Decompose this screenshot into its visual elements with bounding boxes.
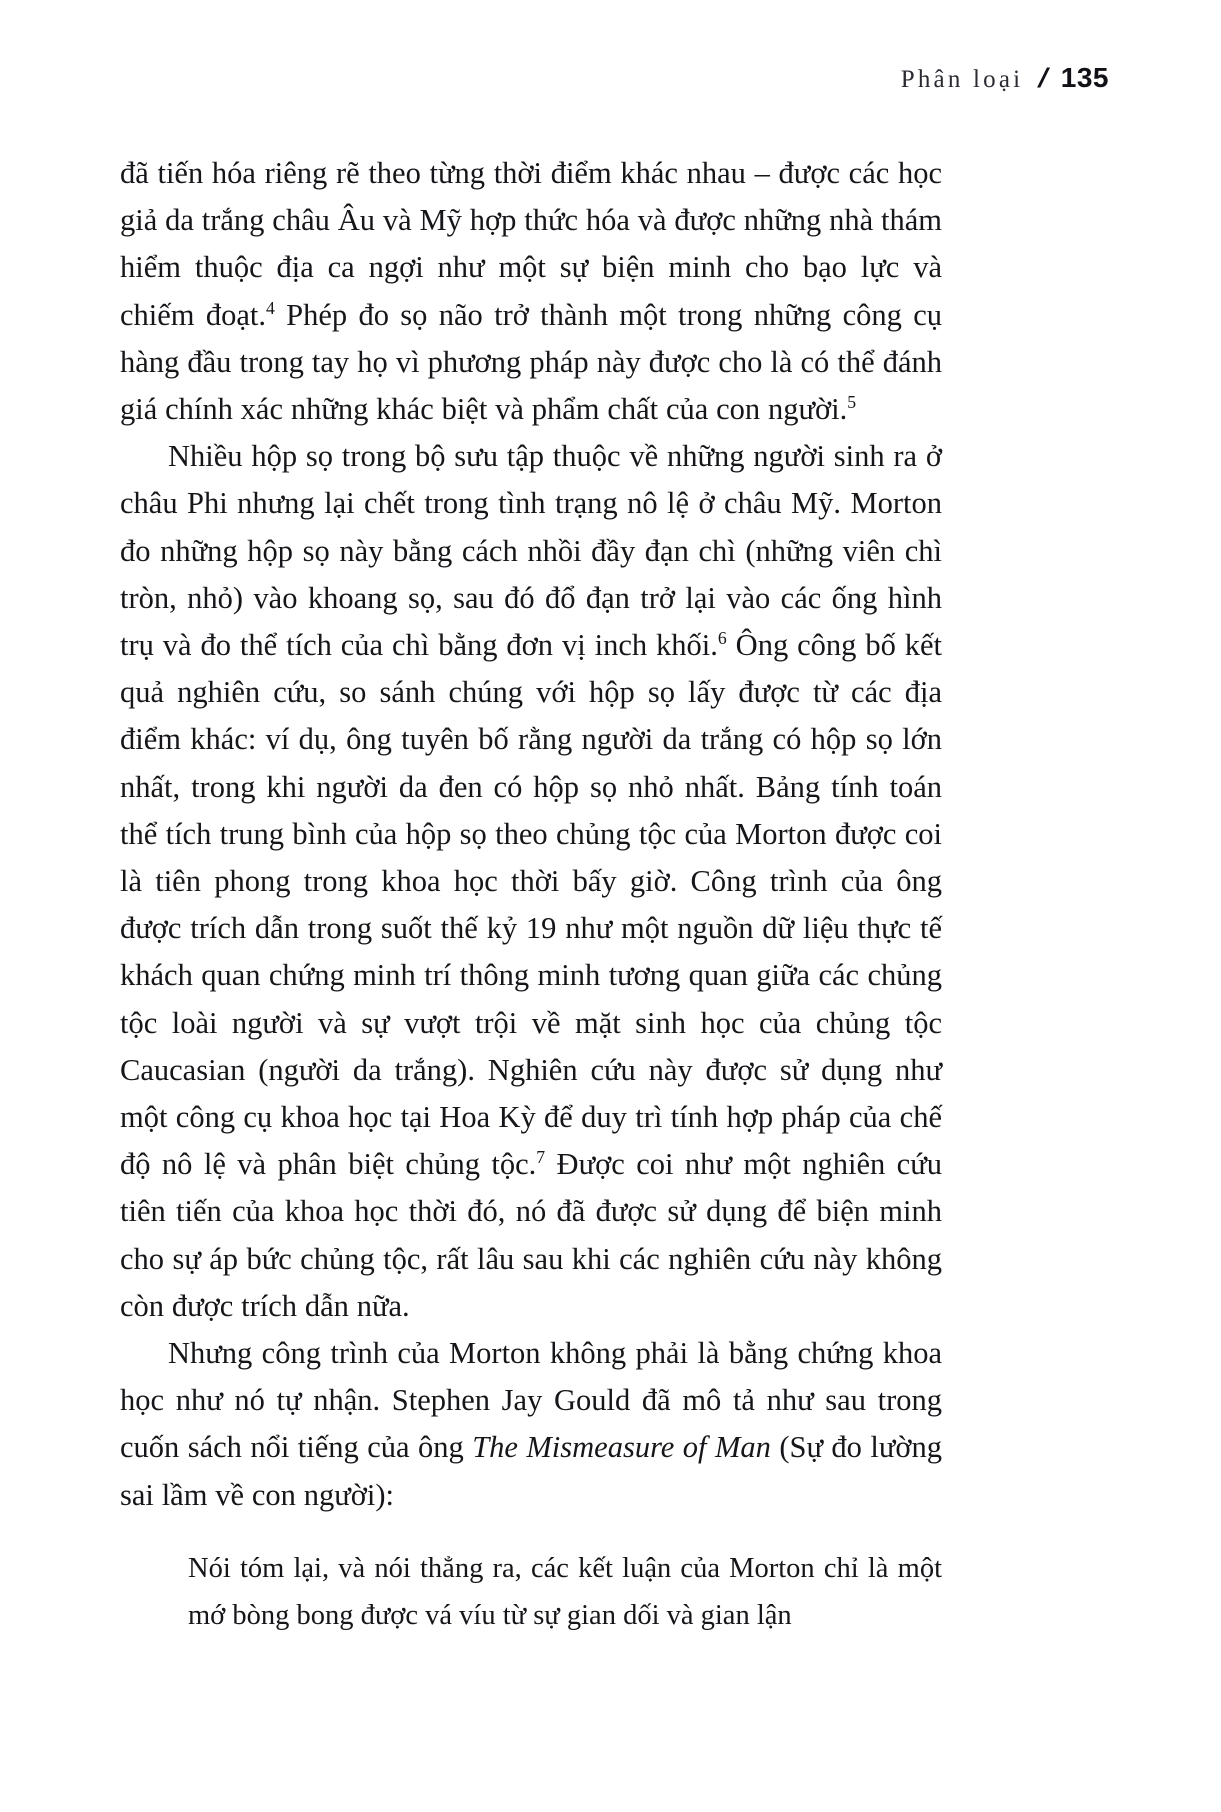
paragraph-gould-intro: Nhưng công trình của Morton không phải là bằng chứng khoa học như nó tự nhận. Stephen Jay Gould đã mô tả như sau trong cuốn sách nổi tiếng của ông The Mismeasure of Man (Sự đo lường sai lầm về con người): <box>120 1336 942 1512</box>
footnote-marker: 5 <box>847 391 857 412</box>
footnote-marker: 6 <box>717 627 727 648</box>
page-number: 135 <box>1060 62 1109 93</box>
book-title-italic: The Mismeasure of Man <box>472 1430 771 1465</box>
paragraph-continued: đã tiến hóa riêng rẽ theo từng thời điểm khác nhau – được các học giả da trắng châu Âu và Mỹ hợp thức hóa và được những nhà thám hiểm thuộc địa ca ngợi như một sự biện minh cho bạo lực và chiếm đoạt.$^4$ Phép đo sọ não trở thành một trong những công cụ hàng đầu trong tay họ vì phương pháp này được cho là có thể đánh giá chính xác những khác biệt và phẩm chất của con người.$^5$ <box>120 156 942 427</box>
quote-spacer <box>120 1519 942 1545</box>
header-chapter-title: Phân loại <box>900 66 1024 93</box>
running-header <box>0 62 1109 94</box>
footnote-marker: 4 <box>265 297 275 318</box>
text-column <box>120 150 942 1639</box>
footnote-marker: 7 <box>536 1147 546 1168</box>
blockquote-gould: Nói tóm lại, và nói thẳng ra, các kết luận của Morton chỉ là một mớ bòng bong được vá víu từ sự gian dối và gian lận <box>188 1552 942 1631</box>
paragraph-morton-measurements: Nhiều hộp sọ trong bộ sưu tập thuộc về những người sinh ra ở châu Phi nhưng lại chết trong tình trạng nô lệ ở châu Mỹ. Morton đo những hộp sọ này bằng cách nhồi đầy đạn chì (những viên chì tròn, nhỏ) vào khoang sọ, sau đó đổ đạn trở lại vào các ống hình trụ và đo thể tích của chì bằng đơn vị inch khối.$^6$ Ông công bố kết quả nghiên cứu, so sánh chúng với hộp sọ lấy được từ các địa điểm khác: ví dụ, ông tuyên bố rằng người da trắng có hộp sọ lớn nhất, trong khi người da đen có hộp sọ nhỏ nhất. Bảng tính toán thể tích trung bình của hộp sọ theo chủng tộc của Morton được coi là tiên phong trong khoa học thời bấy giờ. Công trình của ông được trích dẫn trong suốt thế kỷ 19 như một nguồn dữ liệu thực tế khách quan chứng minh trí thông minh tương quan giữa các chủng tộc loài người và sự vượt trội về mặt sinh học của chủng tộc Caucasian (người da trắng). Nghiên cứu này được sử dụng như một công cụ khoa học tại Hoa Kỳ để duy trì tính hợp pháp của chế độ nô lệ và phân biệt chủng tộc.$^7$ Được coi như một nghiên cứu tiên tiến của khoa học thời đó, nó đã được sử dụng để biện minh cho sự áp bức chủng tộc, rất lâu sau khi các nghiên cứu này không còn được trích dẫn nữa. <box>120 439 943 1323</box>
header-separator: / <box>1037 63 1049 93</box>
